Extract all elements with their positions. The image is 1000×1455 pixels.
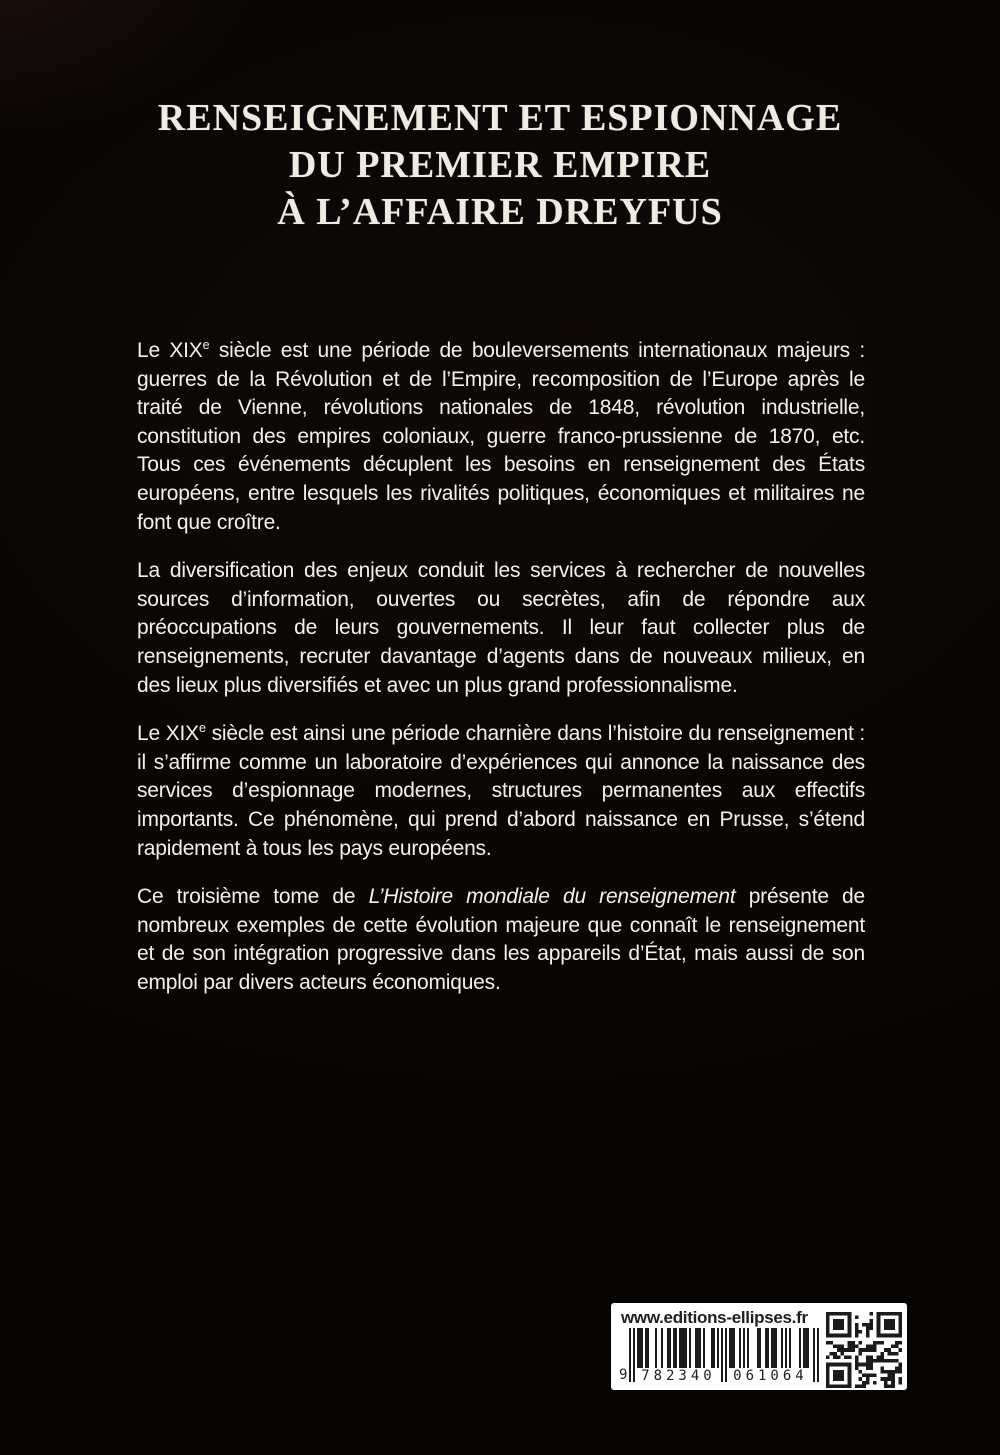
publisher-footer xyxy=(611,1303,907,1390)
superscript-e: e xyxy=(199,721,206,736)
title-line-2: DU PREMIER EMPIRE xyxy=(288,144,712,186)
barcode-lead-digit: 9 xyxy=(619,1367,628,1383)
paragraph-text: Ce troisième tome de xyxy=(137,885,369,909)
book-title xyxy=(0,95,1000,236)
publisher-website: www.editions-ellipses.fr xyxy=(621,1308,808,1327)
paragraph-text: siècle est ainsi une période charnière dans l’histoire du renseignement : il s’affirme comme un laboratoire d’expériences qui annonce la naissance des services d’espionnage modernes, structures permanentes aux effectifs importants. Ce phénomène, qui prend d’abord naissance en Prusse, s’étend rapidement à tous les pays européens. xyxy=(137,722,866,860)
synopsis xyxy=(137,337,865,1017)
paragraph-text: présente de nombreux exemples de cette évolution majeure que connaît le renseignement et de son intégration progressive dans les appareils d’État, mais aussi de son emploi par divers acteurs économiques. xyxy=(137,885,866,994)
title-line-1: RENSEIGNEMENT ET ESPIONNAGE xyxy=(157,97,843,139)
book-series-title-italic: L’Histoire mondiale du renseignement xyxy=(368,885,736,909)
synopsis-paragraph-1 xyxy=(137,337,865,537)
superscript-e: e xyxy=(202,338,210,352)
qr-code-graphic xyxy=(826,1312,902,1388)
paragraph-text: siècle est une période de bouleversements internationaux majeurs : guerres de la Révolution et de l’Empire, recomposition de l’Europe après le traité de Vienne, révolutions nationales de 1848, révolution industrielle, constitution des empires coloniaux, guerre franco-prussienne de 1870, etc. Tous ces événements décuplent les besoins en renseignement des États européens, entre lesquels les rivalités politiques, économiques et militaires ne font que croître. xyxy=(137,339,866,534)
paragraph-text: Le XIX xyxy=(137,722,199,746)
title-line-3: À L’AFFAIRE DREYFUS xyxy=(277,191,723,233)
barcode-digits-left: 782340 xyxy=(641,1368,716,1384)
barcode-digits-right: 061064 xyxy=(733,1368,808,1384)
synopsis-paragraph-3 xyxy=(137,720,865,863)
qr-code xyxy=(826,1312,902,1388)
synopsis-paragraph-2 xyxy=(137,557,865,700)
synopsis-paragraph-4 xyxy=(137,883,865,997)
paragraph-text: La diversification des enjeux conduit les services à rechercher de nouvelles sources d’information, ouvertes ou secrètes, afin de répondre aux préoccupations de leurs gouvernements. Il leur faut collecter plus de renseignements, recruter davantage d’agents dans de nouveaux milieux, en des lieux plus diversifiés et avec un plus grand professionnalisme. xyxy=(137,559,865,697)
barcode-bars xyxy=(629,1328,819,1382)
ean-barcode xyxy=(619,1328,819,1382)
paragraph-text: Le XIX xyxy=(137,339,203,362)
